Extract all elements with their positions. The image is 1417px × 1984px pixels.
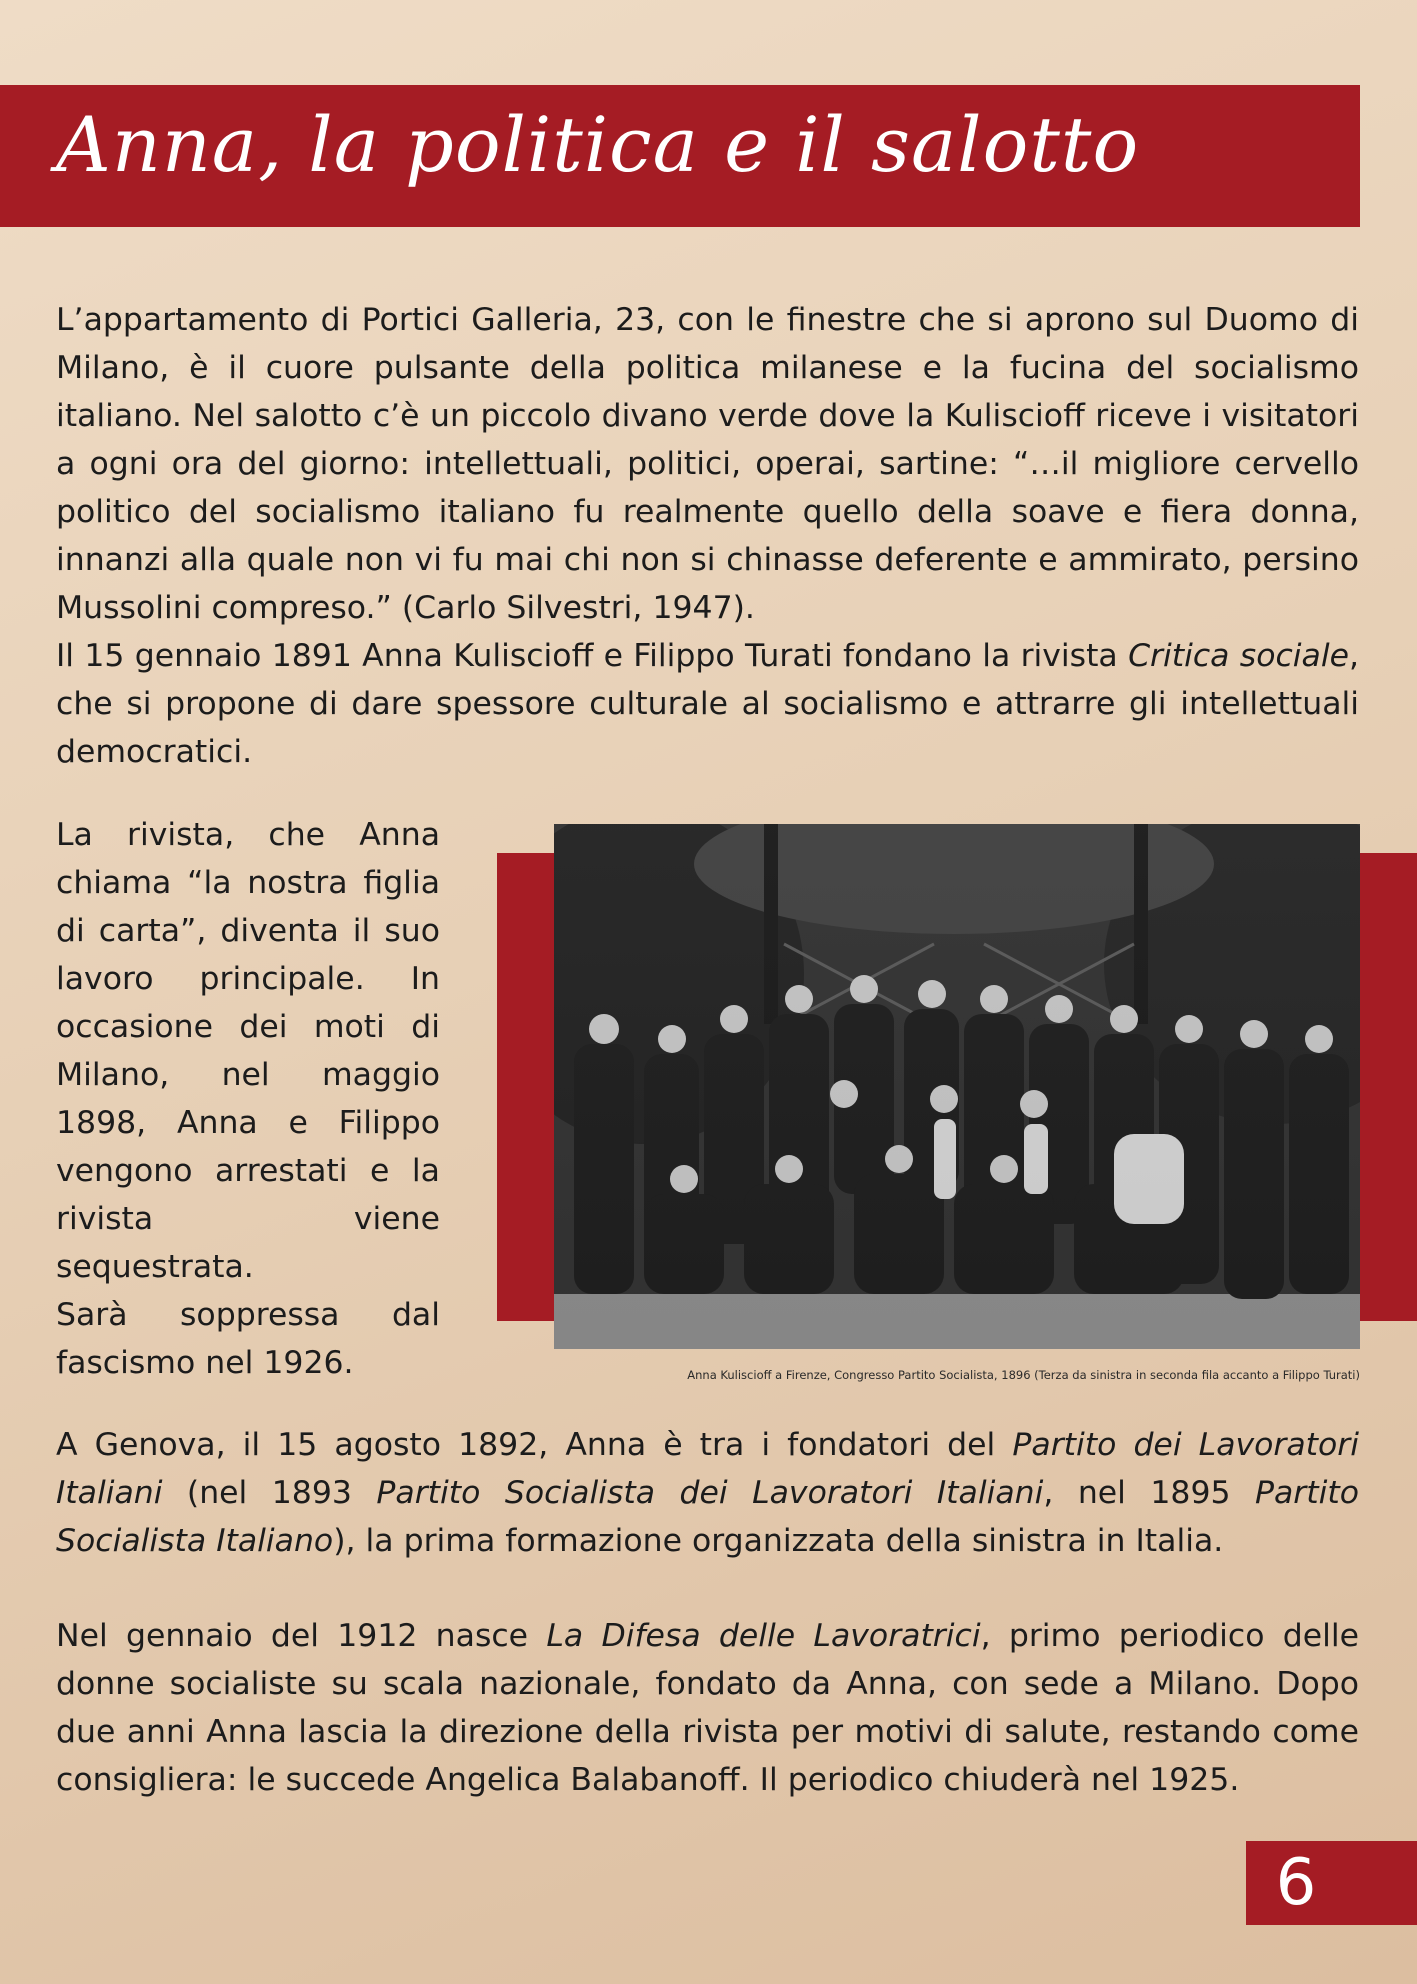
genova-text-3: , nel 1895 xyxy=(1043,1475,1255,1511)
intro-paragraph xyxy=(56,296,1359,776)
difesa-paragraph xyxy=(56,1612,1359,1804)
column-text-1: La rivista, che Anna chiama “la nostra figlia di carta”, diventa il suo lavoro principale. In occasione dei moti di Milano, nel maggio 1898, Anna e Filippo vengono arrestati e la rivista viene sequestrata. xyxy=(56,817,440,1285)
group-photo-illustration xyxy=(554,824,1360,1349)
difesa-lavoratrici-title: La Difesa delle Lavoratrici xyxy=(546,1618,981,1654)
genova-text-1: A Genova, il 15 agosto 1892, Anna è tra i fondatori del xyxy=(56,1427,1013,1463)
genova-text-2: (nel 1893 xyxy=(162,1475,377,1511)
rivista-column xyxy=(56,811,440,1387)
photo-accent-right xyxy=(1358,853,1417,1321)
partito-socialista-lavoratori: Partito Socialista dei Lavoratori Italiani xyxy=(376,1475,1044,1511)
genova-text-4: ), la prima formazione organizzata della sinistra in Italia. xyxy=(333,1523,1224,1559)
genova-paragraph xyxy=(56,1421,1359,1565)
page-number: 6 xyxy=(1275,1846,1317,1920)
difesa-text-2: , primo periodico delle donne socialiste su scala nazionale, fondato da Anna, con sede a Milano. Dopo due anni Anna lascia la direzione della rivista per motivi di salute, restando come consigliera: le succede Angelica Balabanoff. Il periodico chiuderà nel 1925. xyxy=(56,1618,1359,1798)
intro-text-1: L’appartamento di Portici Galleria, 23, con le finestre che si aprono sul Duomo di Milano, è il cuore pulsante della politica milanese e la fucina del socialismo italiano. Nel salotto c’è un piccolo divano verde dove la Kuliscioff riceve i visitatori a ogni ora del giorno: intellettuali, politici, operai, sartine: “…il migliore cervello politico del socialismo italiano fu realmente quello della soave e fiera donna, innanzi alla quale non vi fu mai chi non si chinasse deferente e ammirato, persino Mussolini compreso.” (Carlo Silvestri, 1947). xyxy=(56,302,1359,626)
difesa-text-1: Nel gennaio del 1912 nasce xyxy=(56,1618,547,1654)
photo-accent-left xyxy=(497,853,554,1321)
page-title: Anna, la politica e il salotto xyxy=(56,100,1140,189)
partito-lavoratori-italiani: Partito dei Lavoratori Italiani xyxy=(56,1427,1359,1511)
partito-socialista-italiano: Partito Socialista Italiano xyxy=(56,1475,1359,1559)
photo-caption: Anna Kuliscioff a Firenze, Congresso Partito Socialista, 1896 (Terza da sinistra in seconda fila accanto a Filippo Turati) xyxy=(687,1368,1360,1382)
intro-text-2b: , che si propone di dare spessore culturale al socialismo e attrarre gli intellettuali democratici. xyxy=(56,638,1360,770)
critica-sociale-title: Critica sociale xyxy=(1128,638,1349,674)
column-text-2: Sarà soppressa dal fascismo nel 1926. xyxy=(56,1297,440,1381)
group-photo xyxy=(554,824,1360,1349)
intro-text-2a: Il 15 gennaio 1891 Anna Kuliscioff e Filippo Turati fondano la rivista xyxy=(56,638,1129,674)
